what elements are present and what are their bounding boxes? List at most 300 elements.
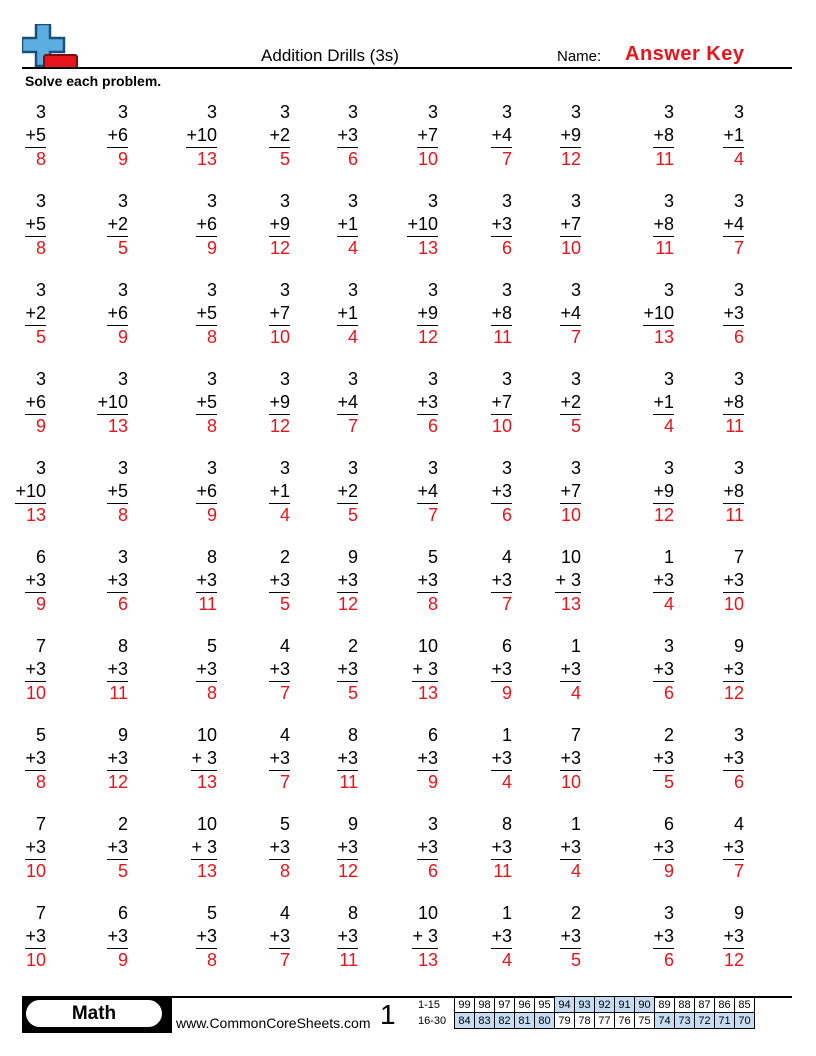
addend-top: 3	[663, 280, 674, 300]
answer: 13	[417, 683, 438, 703]
answer: 13	[653, 327, 674, 347]
addend-top: 3	[501, 102, 512, 122]
addend-top: 3	[117, 458, 128, 478]
answer: 7	[501, 149, 512, 169]
addend-bottom: +3	[196, 658, 217, 682]
problem	[491, 457, 512, 527]
addend-bottom: +3	[25, 747, 46, 771]
addend-bottom: +3	[337, 124, 358, 148]
addend-bottom: +3	[491, 569, 512, 593]
addend-bottom: +10	[15, 480, 46, 504]
addend-top: 3	[347, 102, 358, 122]
addend-bottom: + 3	[191, 836, 217, 860]
problem	[653, 457, 674, 527]
addend-bottom: +6	[107, 302, 128, 326]
problem	[560, 368, 581, 438]
score-cell: 99	[455, 997, 475, 1013]
answer: 12	[723, 683, 744, 703]
answer: 6	[117, 594, 128, 614]
addend-top: 9	[347, 814, 358, 834]
answer: 5	[570, 416, 581, 436]
addend-bottom: +1	[269, 480, 290, 504]
problem	[196, 457, 217, 527]
addend-bottom: +3	[723, 925, 744, 949]
addend-top: 1	[570, 636, 581, 656]
problem	[107, 902, 128, 972]
instructions: Solve each problem.	[25, 73, 162, 89]
addend-bottom: +9	[560, 124, 581, 148]
addend-top: 3	[570, 369, 581, 389]
addend-top: 3	[501, 191, 512, 211]
answer: 6	[663, 683, 674, 703]
problem	[269, 457, 290, 527]
problem	[186, 101, 217, 171]
problem	[196, 546, 217, 616]
addend-bottom: +9	[269, 391, 290, 415]
addend-top: 7	[35, 903, 46, 923]
problem	[25, 368, 46, 438]
answer: 10	[25, 683, 46, 703]
answer: 13	[196, 772, 217, 792]
addend-top: 6	[501, 636, 512, 656]
problem	[653, 190, 674, 260]
answer: 13	[107, 416, 128, 436]
score-cell: 72	[695, 1013, 715, 1029]
answer: 7	[279, 683, 290, 703]
answer: 4	[663, 416, 674, 436]
problem	[337, 724, 358, 794]
addend-top: 3	[663, 903, 674, 923]
problem	[723, 902, 744, 972]
problem	[560, 813, 581, 883]
answer: 4	[570, 861, 581, 881]
problem	[191, 813, 217, 883]
addend-top: 3	[570, 191, 581, 211]
addend-bottom: +5	[25, 213, 46, 237]
problem	[269, 813, 290, 883]
problem	[555, 546, 581, 616]
addend-bottom: +3	[417, 391, 438, 415]
addend-top: 3	[663, 369, 674, 389]
problem	[417, 724, 438, 794]
problem	[107, 457, 128, 527]
score-cell: 84	[455, 1013, 475, 1029]
addend-bottom: +3	[653, 836, 674, 860]
problem	[191, 724, 217, 794]
answer: 11	[493, 327, 512, 347]
answer: 6	[733, 772, 744, 792]
addend-bottom: +3	[560, 836, 581, 860]
addend-bottom: +1	[337, 302, 358, 326]
name-label: Name:	[557, 48, 602, 65]
score-cell: 97	[495, 997, 515, 1013]
problem	[723, 190, 744, 260]
score-cell: 93	[575, 997, 595, 1013]
score-cell: 74	[655, 1013, 675, 1029]
addend-top: 6	[117, 903, 128, 923]
addend-top: 3	[427, 369, 438, 389]
answer: 11	[339, 950, 358, 970]
answer: 4	[733, 149, 744, 169]
answer: 4	[501, 772, 512, 792]
addend-top: 7	[570, 725, 581, 745]
problem	[560, 724, 581, 794]
answer: 8	[35, 149, 46, 169]
addend-bottom: +7	[417, 124, 438, 148]
addend-top: 1	[501, 903, 512, 923]
addend-bottom: +3	[196, 569, 217, 593]
answer: 13	[417, 950, 438, 970]
answer: 11	[725, 416, 744, 436]
addend-top: 8	[501, 814, 512, 834]
score-cell: 90	[635, 997, 655, 1013]
score-cell: 76	[615, 1013, 635, 1029]
problem	[107, 635, 128, 705]
answer: 9	[117, 149, 128, 169]
addend-top: 3	[117, 547, 128, 567]
answer: 10	[560, 505, 581, 525]
site-url: www.CommonCoreSheets.com	[176, 1015, 371, 1031]
addend-bottom: +2	[560, 391, 581, 415]
answer: 5	[35, 327, 46, 347]
addend-top: 10	[417, 903, 438, 923]
answer: 8	[35, 772, 46, 792]
problem	[417, 546, 438, 616]
addend-top: 3	[733, 102, 744, 122]
addend-bottom: +8	[723, 391, 744, 415]
addend-bottom: +7	[491, 391, 512, 415]
addend-top: 4	[501, 547, 512, 567]
answer: 4	[570, 683, 581, 703]
addend-top: 3	[206, 458, 217, 478]
addend-top: 1	[501, 725, 512, 745]
score-cell: 88	[675, 997, 695, 1013]
addend-bottom: +3	[107, 836, 128, 860]
problem	[337, 813, 358, 883]
problem	[417, 101, 438, 171]
problem	[196, 902, 217, 972]
answer: 10	[723, 594, 744, 614]
addend-bottom: +3	[337, 658, 358, 682]
addend-bottom: +5	[25, 124, 46, 148]
problem	[25, 902, 46, 972]
addend-bottom: +6	[196, 213, 217, 237]
answer: 7	[570, 327, 581, 347]
answer: 5	[117, 238, 128, 258]
addend-bottom: +3	[269, 925, 290, 949]
problem	[337, 279, 358, 349]
addend-bottom: +3	[25, 658, 46, 682]
problem	[723, 724, 744, 794]
addend-bottom: +10	[186, 124, 217, 148]
addend-bottom: + 3	[191, 747, 217, 771]
problem	[723, 813, 744, 883]
addend-top: 3	[663, 102, 674, 122]
answer: 12	[653, 505, 674, 525]
problem	[723, 546, 744, 616]
answer: 5	[347, 683, 358, 703]
answer: 10	[417, 149, 438, 169]
answer: 8	[206, 683, 217, 703]
addend-top: 4	[733, 814, 744, 834]
score-cell: 89	[655, 997, 675, 1013]
problem	[653, 368, 674, 438]
addend-top: 3	[733, 369, 744, 389]
addend-bottom: +10	[407, 213, 438, 237]
problem	[25, 546, 46, 616]
addend-bottom: +1	[653, 391, 674, 415]
addend-top: 4	[279, 903, 290, 923]
addend-top: 3	[35, 369, 46, 389]
addend-bottom: +10	[97, 391, 128, 415]
answer: 7	[501, 594, 512, 614]
problem	[491, 635, 512, 705]
score-cell: 87	[695, 997, 715, 1013]
addend-bottom: +6	[25, 391, 46, 415]
addend-top: 1	[663, 547, 674, 567]
addend-bottom: +9	[653, 480, 674, 504]
problem	[107, 190, 128, 260]
score-row-label: 16-30	[418, 1014, 447, 1027]
problem	[653, 546, 674, 616]
addend-top: 3	[733, 458, 744, 478]
answer: 11	[339, 772, 358, 792]
addend-bottom: +2	[337, 480, 358, 504]
problem	[337, 902, 358, 972]
addend-top: 3	[206, 369, 217, 389]
problem	[107, 813, 128, 883]
addend-bottom: +3	[417, 836, 438, 860]
answer: 11	[493, 861, 512, 881]
problem	[723, 457, 744, 527]
addend-top: 3	[501, 369, 512, 389]
answer: 6	[501, 505, 512, 525]
addend-bottom: +3	[560, 658, 581, 682]
answer: 9	[117, 327, 128, 347]
problem	[491, 902, 512, 972]
answer: 9	[35, 594, 46, 614]
answer: 6	[501, 238, 512, 258]
addend-top: 3	[663, 636, 674, 656]
answer: 10	[25, 861, 46, 881]
addend-top: 9	[733, 903, 744, 923]
addend-bottom: +3	[25, 569, 46, 593]
addend-top: 3	[570, 102, 581, 122]
addend-bottom: +3	[269, 747, 290, 771]
addend-bottom: +3	[723, 658, 744, 682]
problem	[107, 101, 128, 171]
addend-top: 10	[560, 547, 581, 567]
addend-top: 6	[663, 814, 674, 834]
problem	[491, 101, 512, 171]
problem	[269, 368, 290, 438]
score-cell: 98	[475, 997, 495, 1013]
addend-bottom: +3	[107, 747, 128, 771]
score-row	[418, 997, 755, 1013]
addend-bottom: + 3	[412, 925, 438, 949]
score-cell: 83	[475, 1013, 495, 1029]
answer: 5	[347, 505, 358, 525]
answer: 10	[560, 772, 581, 792]
addend-bottom: +3	[491, 658, 512, 682]
addend-top: 3	[35, 191, 46, 211]
addend-bottom: +8	[723, 480, 744, 504]
worksheet-title: Addition Drills (3s)	[261, 46, 399, 65]
addend-top: 6	[35, 547, 46, 567]
addend-bottom: +4	[337, 391, 358, 415]
addend-bottom: +3	[491, 213, 512, 237]
problem	[107, 724, 128, 794]
answer: 4	[279, 505, 290, 525]
addend-bottom: +3	[491, 925, 512, 949]
answer: 6	[427, 416, 438, 436]
problem	[560, 190, 581, 260]
addend-bottom: +3	[653, 925, 674, 949]
addend-top: 3	[501, 280, 512, 300]
addend-bottom: +9	[269, 213, 290, 237]
addend-top: 3	[347, 280, 358, 300]
addend-bottom: +3	[560, 925, 581, 949]
answer: 7	[733, 238, 744, 258]
problem	[269, 546, 290, 616]
score-cell: 92	[595, 997, 615, 1013]
score-cell: 86	[715, 997, 735, 1013]
addend-top: 3	[570, 458, 581, 478]
problem	[560, 279, 581, 349]
answer: 12	[337, 594, 358, 614]
answer: 13	[560, 594, 581, 614]
problem	[25, 101, 46, 171]
answer: 7	[347, 416, 358, 436]
addend-top: 3	[206, 102, 217, 122]
addend-top: 5	[35, 725, 46, 745]
answer: 10	[491, 416, 512, 436]
problem	[491, 813, 512, 883]
addend-top: 3	[427, 191, 438, 211]
addend-bottom: +3	[723, 302, 744, 326]
addend-top: 8	[347, 725, 358, 745]
addend-bottom: +8	[653, 213, 674, 237]
answer: 4	[501, 950, 512, 970]
addend-top: 3	[733, 725, 744, 745]
addend-top: 3	[35, 280, 46, 300]
problem	[269, 279, 290, 349]
score-cell: 96	[515, 997, 535, 1013]
addend-top: 7	[733, 547, 744, 567]
addend-top: 3	[427, 458, 438, 478]
answer: 6	[663, 950, 674, 970]
addend-bottom: +3	[491, 747, 512, 771]
problem	[491, 546, 512, 616]
addend-bottom: +7	[269, 302, 290, 326]
addend-bottom: +3	[269, 658, 290, 682]
problem	[337, 190, 358, 260]
answer: 13	[196, 149, 217, 169]
addend-bottom: +3	[417, 747, 438, 771]
problem	[337, 368, 358, 438]
addend-bottom: +2	[25, 302, 46, 326]
answer: 8	[206, 950, 217, 970]
answer: 8	[206, 416, 217, 436]
addend-top: 7	[35, 814, 46, 834]
addend-top: 3	[347, 191, 358, 211]
problem	[25, 279, 46, 349]
addend-top: 5	[427, 547, 438, 567]
addend-top: 6	[427, 725, 438, 745]
problem	[269, 724, 290, 794]
addend-top: 4	[279, 725, 290, 745]
addend-top: 8	[117, 636, 128, 656]
addend-bottom: +2	[269, 124, 290, 148]
addend-top: 8	[206, 547, 217, 567]
score-cell: 85	[735, 997, 755, 1013]
answer: 8	[427, 594, 438, 614]
answer: 7	[427, 505, 438, 525]
score-cell: 78	[575, 1013, 595, 1029]
addend-bottom: +3	[107, 925, 128, 949]
answer: 11	[109, 683, 128, 703]
addend-bottom: + 3	[412, 658, 438, 682]
addend-top: 3	[427, 814, 438, 834]
answer: 8	[206, 327, 217, 347]
addend-top: 3	[117, 280, 128, 300]
addend-bottom: +4	[560, 302, 581, 326]
problem	[491, 279, 512, 349]
addend-bottom: +3	[653, 658, 674, 682]
problem	[653, 101, 674, 171]
score-table	[418, 996, 755, 1029]
answer: 7	[279, 772, 290, 792]
answer: 9	[35, 416, 46, 436]
problem	[196, 279, 217, 349]
answer: 4	[347, 327, 358, 347]
addend-top: 9	[347, 547, 358, 567]
score-cell: 82	[495, 1013, 515, 1029]
addend-bottom: +3	[653, 569, 674, 593]
addend-top: 2	[570, 903, 581, 923]
score-cell: 73	[675, 1013, 695, 1029]
score-row-label: 1-15	[418, 998, 441, 1011]
answer: 12	[269, 416, 290, 436]
addend-top: 9	[733, 636, 744, 656]
addend-top: 2	[347, 636, 358, 656]
problem	[196, 190, 217, 260]
addend-bottom: +7	[560, 213, 581, 237]
addend-bottom: +3	[107, 569, 128, 593]
problem	[560, 902, 581, 972]
addend-bottom: +6	[107, 124, 128, 148]
addend-bottom: +3	[25, 925, 46, 949]
score-cell: 91	[615, 997, 635, 1013]
problem	[107, 279, 128, 349]
addend-top: 4	[279, 636, 290, 656]
score-cell: 80	[535, 1013, 555, 1029]
answer: 11	[655, 149, 674, 169]
problem	[723, 368, 744, 438]
problem	[417, 813, 438, 883]
problem	[107, 546, 128, 616]
addend-bottom: +7	[560, 480, 581, 504]
subject-label: Math	[26, 1000, 162, 1027]
problem	[269, 635, 290, 705]
addend-bottom: +3	[337, 569, 358, 593]
answer: 10	[560, 238, 581, 258]
addend-bottom: +2	[107, 213, 128, 237]
addend-top: 3	[733, 280, 744, 300]
addend-bottom: +4	[723, 213, 744, 237]
problem	[560, 635, 581, 705]
problem	[337, 546, 358, 616]
